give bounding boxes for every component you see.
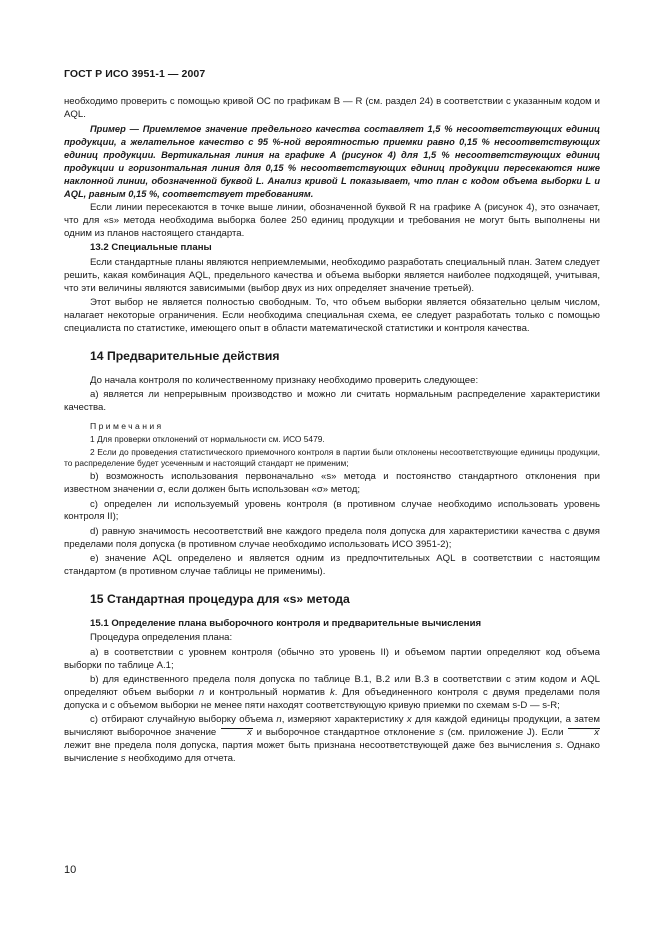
section-14-heading: 14 Предварительные действия bbox=[90, 348, 280, 363]
item-b-text-1: b) для единственного предела поля допуска по таблице В.1, В.2 или В.3 в соответствии с этим кодом и AQL определяют объем выборки bbox=[64, 674, 600, 698]
section-15-item-b bbox=[64, 674, 600, 713]
section-14-lead: До начала контроля по количественному признаку необходимо проверить следующее: bbox=[90, 374, 479, 386]
example-paragraph: Пример — Приемлемое значение предельного качества составляет 1,5 % несоответствующих единиц продукции, а желательное качество с 95 %-ной вероятностью приемки равно 0,15 % несоответствующих единиц продукции. Вертикальная линия на графике А (рисунок 4) для 1,5 % несоответствующих единиц продукции и горизонтальная линия для 0,15 % несоответствующих единиц продукции пересекаются ниже наклонной линии, обозначенной буквой L. Анализ кривой L показывает, что план с кодом объема выборки L и AQL, равным 0,15 %, соответствует требованиям. bbox=[64, 124, 600, 199]
item-c-text-2: , измеряют характеристику bbox=[281, 714, 407, 726]
var-x-bar: x bbox=[567, 727, 600, 740]
item-b-text-2: и контрольный норматив bbox=[204, 686, 330, 698]
item-c-text-1: с) отбирают случайную выборку объема bbox=[90, 714, 277, 726]
var-s: s bbox=[439, 727, 444, 739]
section-14-item-e: е) значение AQL определено и является одним из предпочтительных AQL в соответствии с настоящим стандартом (в противном случае таблицы не применимы). bbox=[64, 553, 600, 578]
item-c-text-8: необходимо для отчета. bbox=[125, 752, 236, 764]
section-14-item-a: а) является ли непрерывным производство и можно ли считать нормальным распределение характеристики качества. bbox=[64, 389, 600, 414]
intersection-paragraph: Если линии пересекаются в точке выше линии, обозначенной буквой R на графике А (рисунок 4), это означает, что для «s» метода необходима выборка более 250 единиц продукции и требования не могут быть выполнены ни одним из планов настоящего стандарта. bbox=[64, 202, 600, 240]
item-c-text-6: лежит вне предела поля допуска, партия может быть признана несоответствующей даже без вычисления bbox=[64, 740, 556, 752]
section-15-item-a: а) в соответствии с уровнем контроля (обычно это уровень II) и объемом партии определяют код объема выборки по таблице А.1; bbox=[64, 646, 600, 671]
section-13-2-paragraph-2: Этот выбор не является полностью свободным. То, что объем выборки является обязательно целым числом, налагает некоторые ограничения. Если необходима специальная схема, ее следует разработать только с помощью специалиста по статистике, имеющего опыт в области математической статистики и контроля качества. bbox=[64, 297, 600, 334]
page-number: 10 bbox=[64, 864, 77, 876]
item-b-text-3: . Для объединенного контроля с двумя пределами поля допуска и с объемом выборки не менее пяти находят соответствующую кривую приемки по схемам s-D — s-R; bbox=[64, 686, 600, 711]
var-s: s bbox=[120, 752, 126, 764]
item-c-text-7: . Однако вычисление bbox=[64, 740, 600, 764]
var-k: k bbox=[329, 686, 335, 698]
item-c-text-5: (см. приложение J). Если bbox=[443, 727, 568, 739]
note-2: 2 Если до проведения статистического приемочного контроля в партии были отклонены несоответствующие единицы продукции, то распределение будет усеченным и настоящий стандарт не применим; bbox=[64, 447, 600, 469]
item-c-text-4: и выборочное стандартное отклонение bbox=[252, 727, 439, 739]
section-14-item-b: b) возможность использования первоначально «s» метода и постоянство стандартного отклонения при известном значении σ, если должен быть использован «σ» метод; bbox=[64, 471, 600, 496]
continuation-paragraph: необходимо проверить с помощью кривой ОС по графикам В — R (см. раздел 24) в соответствии с указанным кодом и AQL. bbox=[64, 96, 600, 120]
note-1: 1 Для проверки отклонений от нормальности см. ИСО 5479. bbox=[90, 434, 325, 445]
notes-title: Примечания bbox=[90, 420, 164, 431]
var-x-bar: x bbox=[220, 727, 253, 740]
item-c-text-3: для каждой единицы продукции, а затем вычисляют выборочное значение bbox=[64, 714, 601, 739]
section-14-item-c: с) определен ли используемый уровень контроля (в противном случае необходимо использовать уровень контроля II); bbox=[64, 498, 600, 523]
page-content bbox=[64, 96, 600, 767]
var-n: n bbox=[276, 714, 282, 726]
var-s: s bbox=[555, 740, 561, 752]
page-header: ГОСТ Р ИСО 3951-1 — 2007 bbox=[64, 68, 206, 80]
section-15-lead: Процедура определения плана: bbox=[90, 632, 233, 644]
var-x: x bbox=[406, 714, 412, 726]
section-15-item-c bbox=[64, 714, 600, 766]
section-15-1-title: 15.1 Определение плана выборочного контроля и предварительные вычисления bbox=[90, 617, 482, 629]
section-15-heading: 15 Стандартная процедура для «s» метода bbox=[90, 591, 350, 606]
section-14-item-d: d) равную значимость несоответствий вне каждого предела поля допуска для характеристики качества с двумя пределами поля допуска (в противном случае необходимо использовать ИСО 3951-2); bbox=[64, 525, 600, 550]
var-n: n bbox=[198, 686, 205, 698]
section-13-2-title: 13.2 Специальные планы bbox=[90, 242, 212, 254]
section-13-2-paragraph-1: Если стандартные планы являются неприемлемыми, необходимо разработать специальный план. Затем следует решить, какая комбинация AQL, предельного качества и объема выборки является наиболее подходящей, учитывая, что эти величины являются зависимыми (выбор двух из них определяет значение третьей). bbox=[64, 256, 600, 294]
